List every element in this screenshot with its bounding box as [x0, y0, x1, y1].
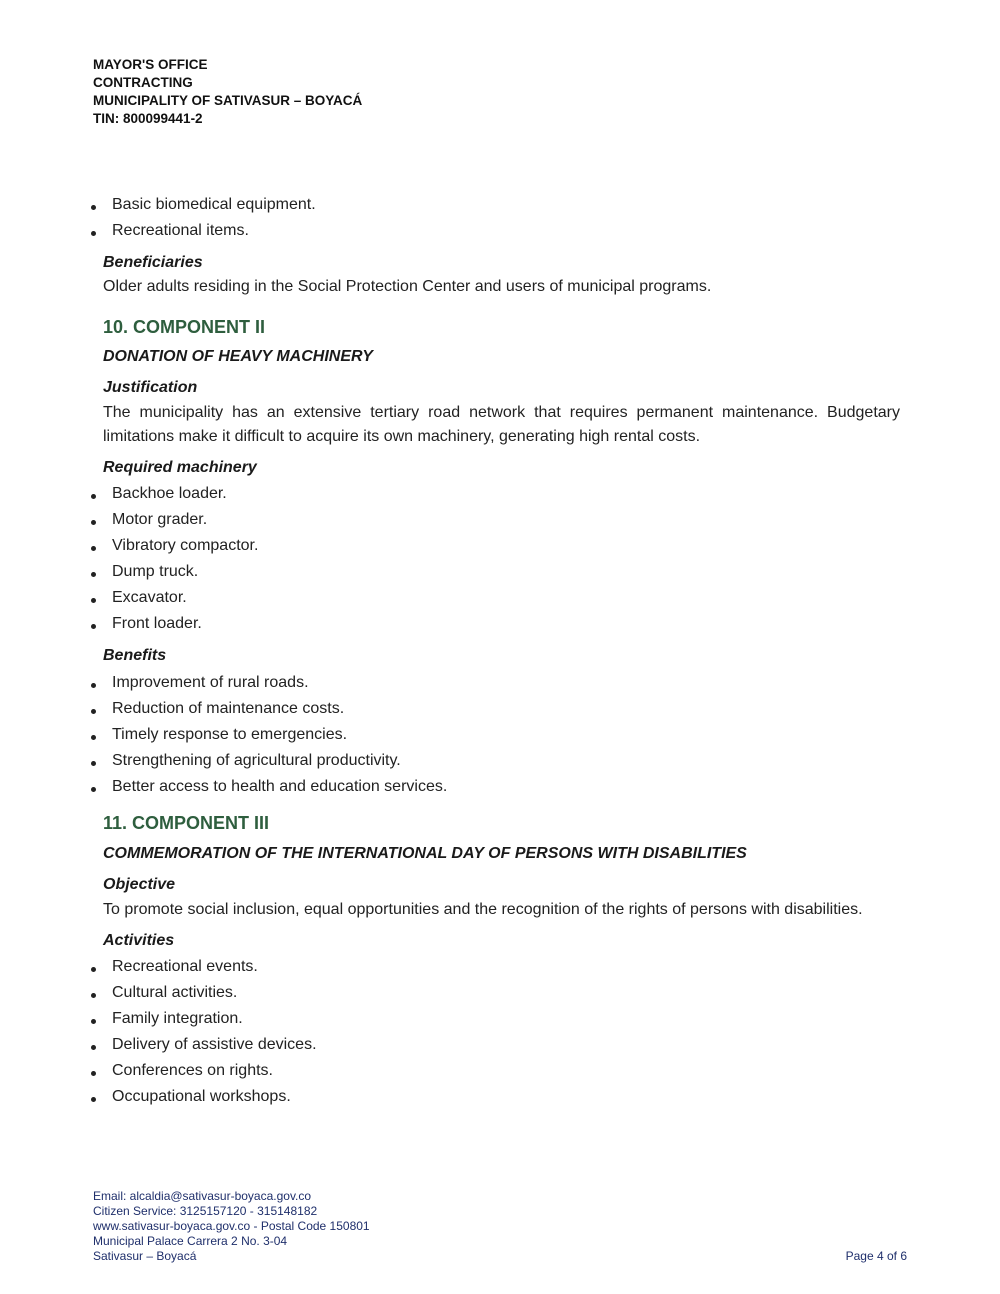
footer-address: Municipal Palace Carrera 2 No. 3-04: [93, 1234, 288, 1248]
benefits-list: [88, 673, 900, 803]
document-footer: [93, 1189, 370, 1264]
document-header: [93, 56, 362, 128]
list-item: Conferences on rights.: [88, 1061, 900, 1087]
footer-email: Email: alcaldia@sativasur-boyaca.gov.co: [93, 1189, 312, 1203]
document-body: [88, 195, 900, 1113]
beneficiaries-text: Older adults residing in the Social Protection Center and users of municipal programs.: [103, 278, 712, 295]
footer-citizen-service: Citizen Service: 3125157120 - 315148182: [93, 1204, 318, 1218]
page-number: Page 4 of 6: [845, 1249, 907, 1263]
list-item: Cultural activities.: [88, 983, 900, 1009]
activities-heading: Activities: [103, 932, 175, 949]
list-item: Family integration.: [88, 1009, 900, 1035]
list-item: Dump truck.: [88, 562, 900, 588]
component-2-subtitle: DONATION OF HEAVY MACHINERY: [103, 348, 373, 365]
list-item: Basic biomedical equipment.: [88, 195, 900, 221]
list-item: Recreational events.: [88, 957, 900, 983]
list-item: Timely response to emergencies.: [88, 725, 900, 751]
header-office: MAYOR'S OFFICE: [93, 57, 208, 72]
justification-text: The municipality has an extensive tertiary road network that requires permanent maintenance. Budgetary limitations make it difficult to acquire its own machinery, generating high rental costs.: [103, 404, 900, 445]
header-municipality: MUNICIPALITY OF SATIVASUR – BOYACÁ: [93, 93, 363, 108]
footer-website: www.sativasur-boyaca.gov.co - Postal Code 150801: [93, 1219, 370, 1233]
list-item: Backhoe loader.: [88, 484, 900, 510]
list-item: Strengthening of agricultural productivity.: [88, 751, 900, 777]
beneficiaries-heading: Beneficiaries: [103, 254, 203, 271]
component-2-title: 10. COMPONENT II: [103, 317, 266, 337]
list-item: Motor grader.: [88, 510, 900, 536]
component-3-title: 11. COMPONENT III: [103, 813, 270, 833]
header-tin: TIN: 800099441-2: [93, 111, 203, 126]
machinery-heading: Required machinery: [103, 459, 257, 476]
objective-heading: Objective: [103, 876, 176, 893]
benefits-heading: Benefits: [103, 647, 167, 664]
activities-list: [88, 957, 900, 1113]
list-item: Front loader.: [88, 614, 900, 640]
machinery-list: [88, 484, 900, 640]
continued-list: [88, 195, 900, 247]
footer-city: Sativasur – Boyacá: [93, 1249, 197, 1263]
list-item: Excavator.: [88, 588, 900, 614]
component-3-subtitle: COMMEMORATION OF THE INTERNATIONAL DAY OF PERSONS WITH DISABILITIES: [103, 845, 747, 862]
header-department: CONTRACTING: [93, 75, 193, 90]
list-item: Better access to health and education services.: [88, 777, 900, 803]
objective-text: To promote social inclusion, equal opportunities and the recognition of the rights of persons with disabilities.: [103, 901, 863, 918]
justification-heading: Justification: [103, 379, 198, 396]
list-item: Vibratory compactor.: [88, 536, 900, 562]
list-item: Recreational items.: [88, 221, 900, 247]
list-item: Delivery of assistive devices.: [88, 1035, 900, 1061]
list-item: Occupational workshops.: [88, 1087, 900, 1113]
list-item: Improvement of rural roads.: [88, 673, 900, 699]
list-item: Reduction of maintenance costs.: [88, 699, 900, 725]
